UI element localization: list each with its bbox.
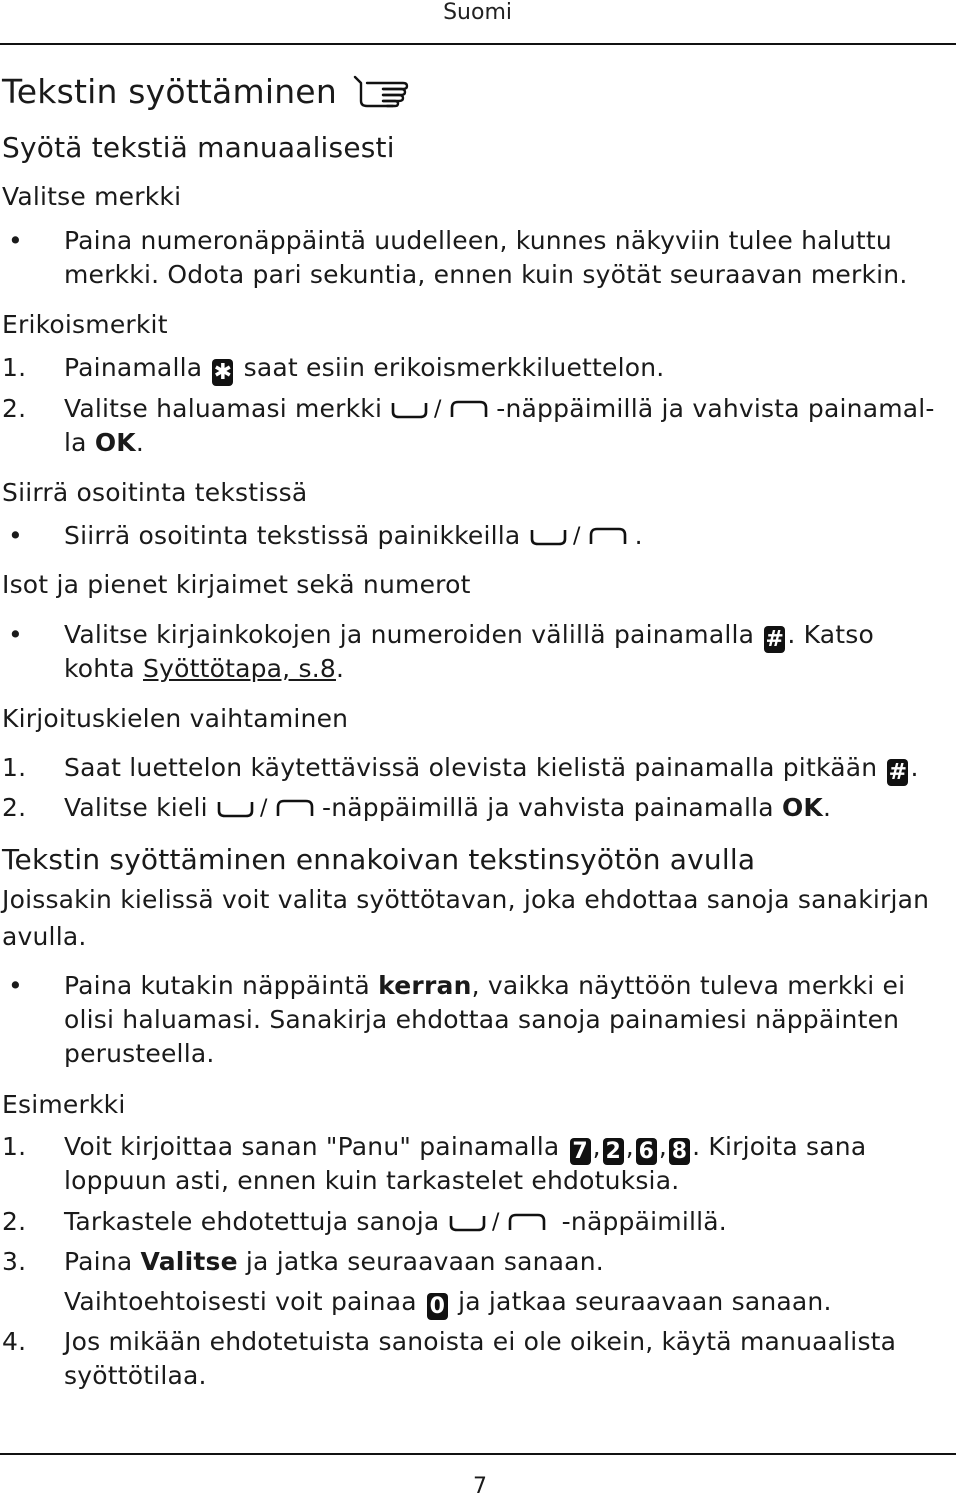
hash-key-icon: # [765, 627, 785, 652]
bullet-marker: • [8, 226, 23, 255]
svg-text:/: / [434, 398, 442, 420]
select-char-heading: Valitse merkki [2, 182, 182, 211]
key-6-icon: 6 [636, 1138, 657, 1165]
predictive-heading: Tekstin syöttäminen ennakoivan tekstinsyötön avulla [2, 843, 756, 876]
page-title: Tekstin syöttäminen [2, 72, 337, 111]
key-0-icon: 0 [427, 1293, 448, 1320]
nav-up-down-icon [390, 398, 496, 420]
svg-text:/: / [572, 525, 581, 547]
hand-pointer-icon [353, 73, 409, 109]
predictive-intro-1: Joissakin kielissä voit valita syöttötavan, joka ehdottaa sanoja sanakirjan [2, 885, 930, 914]
example-heading: Esimerkki [2, 1090, 126, 1119]
cursor-heading: Siirrä osoitinta tekstissä [2, 478, 308, 507]
language-header: Suomi [443, 0, 512, 25]
star-key-icon: ✱ [213, 360, 233, 385]
select-char-line-2: merkki. Odota pari sekuntia, ennen kuin syötät seuraavan merkin. [64, 260, 908, 289]
title-row [2, 72, 409, 112]
key-2-icon: 2 [603, 1138, 624, 1165]
footer-rule [0, 1453, 956, 1455]
manual-heading: Syötä tekstiä manuaalisesti [2, 131, 395, 164]
header-rule [0, 43, 956, 45]
nav-up-down-icon [216, 797, 322, 819]
language-heading: Kirjoituskielen vaihtaminen [2, 704, 349, 733]
select-char-line-1: Paina numeronäppäintä uudelleen, kunnes näkyviin tulee haluttu [64, 226, 892, 255]
document-page: Suomi Tekstin syöttäminen Syötä tekstiä manuaalisesti Valitse merkki • Paina numeronäppäintä uudelleen, kunnes näkyviin tulee haluttu merkki. Odota pari sekuntia, ennen kuin syötät seuraavan merkin. Erikoismerkit 1. Painamalla ✱ saat esiin erikoismerkkiluettelon. 2. Valitse haluamasi merkki / -näppäimillä ja vahvista painamal- la OK. Siirrä osoitinta tekstissä • Siirrä osoitinta tekstissä painikkeilla / . Isot ja pienet kirjaimet sekä numerot • Valitse kirjainkokojen ja numeroiden välillä painamalla # . Katso kohta Syöttötapa, s.8. Kirjoituskielen vaihtaminen 1. Saat luettelon käytettävissä olevista kielistä painamalla pitkään # . 2. Valitse kieli / -näppäimillä ja vahvista painamalla OK. Tekstin syöttäminen ennakoivan tekstinsyötön avulla Joissakin kielissä voit valita syöttötavan, joka ehdottaa sanoja sanakirjan avulla. • Paina kutakin näppäintä kerran, vaikka näyttöön tuleva merkki ei olisi haluamasi. Sanakirja ehdottaa sanoja painamiesi näppäinten perusteella. Esimerkki 1. Voit kirjoittaa sanan "Panu" painamalla 7 , 2 , 6 , 8 . Kirjoita sana loppuun asti, ennen kuin tarkastelet ehdotuksia. 2. Tarkastele ehdotettuja sanoja / -näppäimillä. 3. Paina Valitse ja jatka seuraavaan sanaan. Vaihtoehtoisesti voit painaa 0 ja jatkaa seuraavaan sanaan. 4. Jos mikään ehdotetuista sanoista ei ole oikein, käytä manuaalista syöttötilaa. 7 [0, 0, 960, 1502]
svg-text:/: / [491, 1211, 500, 1233]
key-7-icon: 7 [570, 1138, 591, 1165]
special-heading: Erikoismerkit [2, 310, 168, 339]
case-heading: Isot ja pienet kirjaimet sekä numerot [2, 570, 471, 599]
nav-up-down-icon [448, 1211, 554, 1233]
select-softkey-label: Valitse [140, 1247, 238, 1276]
ok-key-label: OK [781, 793, 824, 822]
svg-text:/: / [259, 797, 268, 819]
nav-up-down-icon [529, 525, 635, 547]
hash-key-icon: # [888, 760, 908, 785]
key-8-icon: 8 [669, 1138, 690, 1165]
page-number: 7 [473, 1474, 487, 1499]
predictive-intro-2: avulla. [2, 922, 87, 951]
ok-key-label: OK [94, 428, 136, 457]
input-mode-link[interactable]: Syöttötapa, s.8 [143, 654, 336, 683]
